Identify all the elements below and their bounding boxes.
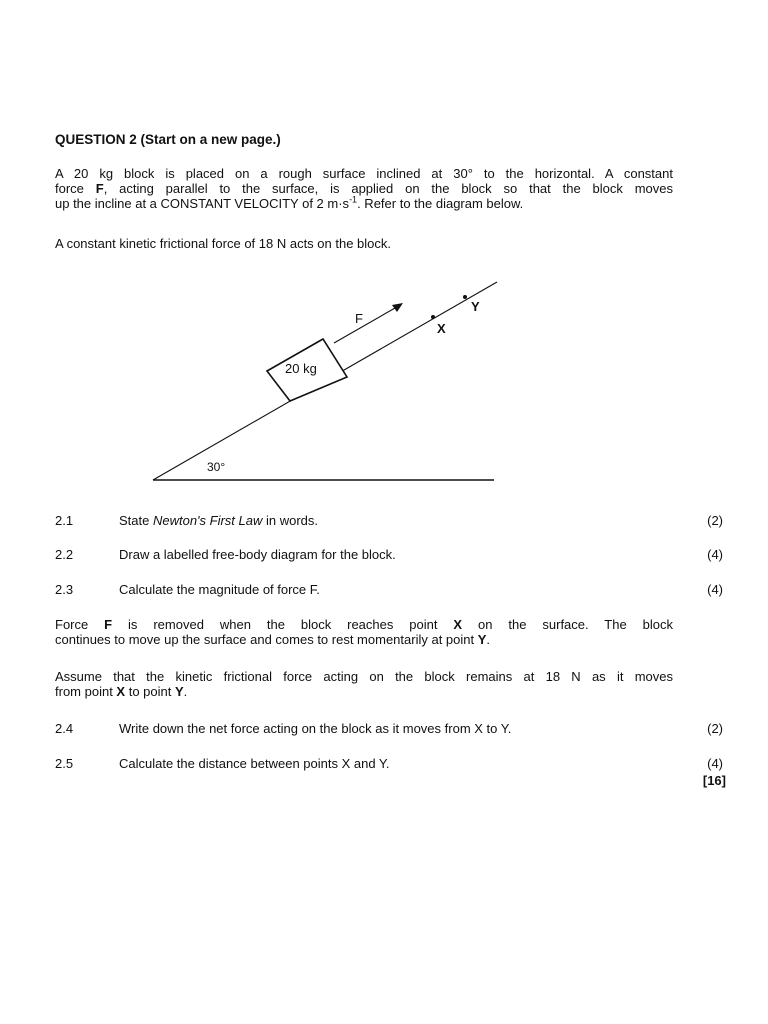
force-symbol: F [104, 617, 113, 632]
item-marks: (4) [707, 547, 723, 562]
point-symbol: X [116, 684, 126, 699]
point-y-marker [463, 295, 467, 299]
item-text: Calculate the magnitude of force F. [119, 582, 320, 597]
item-number: 2.3 [55, 582, 74, 597]
point-y-label: Y [471, 299, 480, 314]
para-text: . [486, 632, 491, 647]
intro-text: force [55, 181, 96, 196]
force-label: F [355, 311, 363, 326]
question-item-2-2 [55, 547, 723, 563]
removal-paragraph [55, 617, 673, 647]
para-text: Force [55, 617, 105, 632]
item-text: Calculate the distance between points X and Y. [119, 756, 390, 771]
removal-line-1 [55, 617, 673, 632]
block-label: 20 kg [285, 361, 317, 376]
para-text: from point [55, 684, 117, 699]
point-x-label: X [437, 321, 446, 336]
item-marks: (4) [707, 756, 723, 771]
intro-text: . Refer to the diagram below. [357, 196, 524, 211]
force-line [334, 308, 395, 343]
unit-exponent: -1 [349, 194, 358, 205]
question-item-2-1 [55, 513, 723, 529]
assume-line-2 [55, 684, 673, 699]
angle-label: 30° [207, 460, 226, 474]
point-symbol: Y [174, 684, 184, 699]
item-number: 2.4 [55, 721, 74, 736]
item-marks: (2) [707, 721, 723, 736]
friction-note: A constant kinetic frictional force of 18 N acts on the block. [55, 236, 392, 251]
item-text-part: State [119, 513, 153, 528]
item-text: Draw a labelled free-body diagram for the block. [119, 547, 396, 562]
force-symbol: F [95, 181, 104, 196]
question-item-2-3 [55, 582, 723, 598]
para-text: to point [125, 684, 175, 699]
assume-paragraph [55, 669, 673, 699]
item-number: 2.5 [55, 756, 74, 771]
intro-text: , acting parallel to the surface, is applied on the block so that the block moves [103, 181, 673, 196]
item-text [119, 513, 318, 528]
force-arrowhead [392, 303, 403, 312]
intro-line-1: A 20 kg block is placed on a rough surface inclined at 30° to the horizontal. A constant [55, 166, 673, 181]
question-title: QUESTION 2 (Start on a new page.) [55, 132, 281, 147]
removal-line-2 [55, 632, 673, 647]
intro-text: up the incline at a CONSTANT VELOCITY of 2 m·s [55, 196, 350, 211]
item-text-part: in words. [262, 513, 319, 528]
assume-line-1: Assume that the kinetic frictional force acting on the block remains at 18 N as it moves [55, 669, 673, 684]
incline-diagram [0, 0, 768, 500]
para-text: on the surface. The block [462, 617, 673, 632]
item-marks: (4) [707, 582, 723, 597]
total-marks: [16] [702, 773, 726, 788]
item-text: Write down the net force acting on the block as it moves from X to Y. [119, 721, 512, 736]
question-item-2-5 [55, 756, 723, 772]
point-x-marker [431, 315, 435, 319]
point-symbol: Y [477, 632, 487, 647]
para-text: continues to move up the surface and comes to rest momentarily at point [55, 632, 478, 647]
item-number: 2.2 [55, 547, 74, 562]
item-marks: (2) [707, 513, 723, 528]
para-text: . [183, 684, 188, 699]
para-text: is removed when the block reaches point [112, 617, 454, 632]
item-number: 2.1 [55, 513, 74, 528]
law-name: Newton's First Law [152, 513, 263, 528]
question-item-2-4 [55, 721, 723, 737]
point-symbol: X [453, 617, 463, 632]
